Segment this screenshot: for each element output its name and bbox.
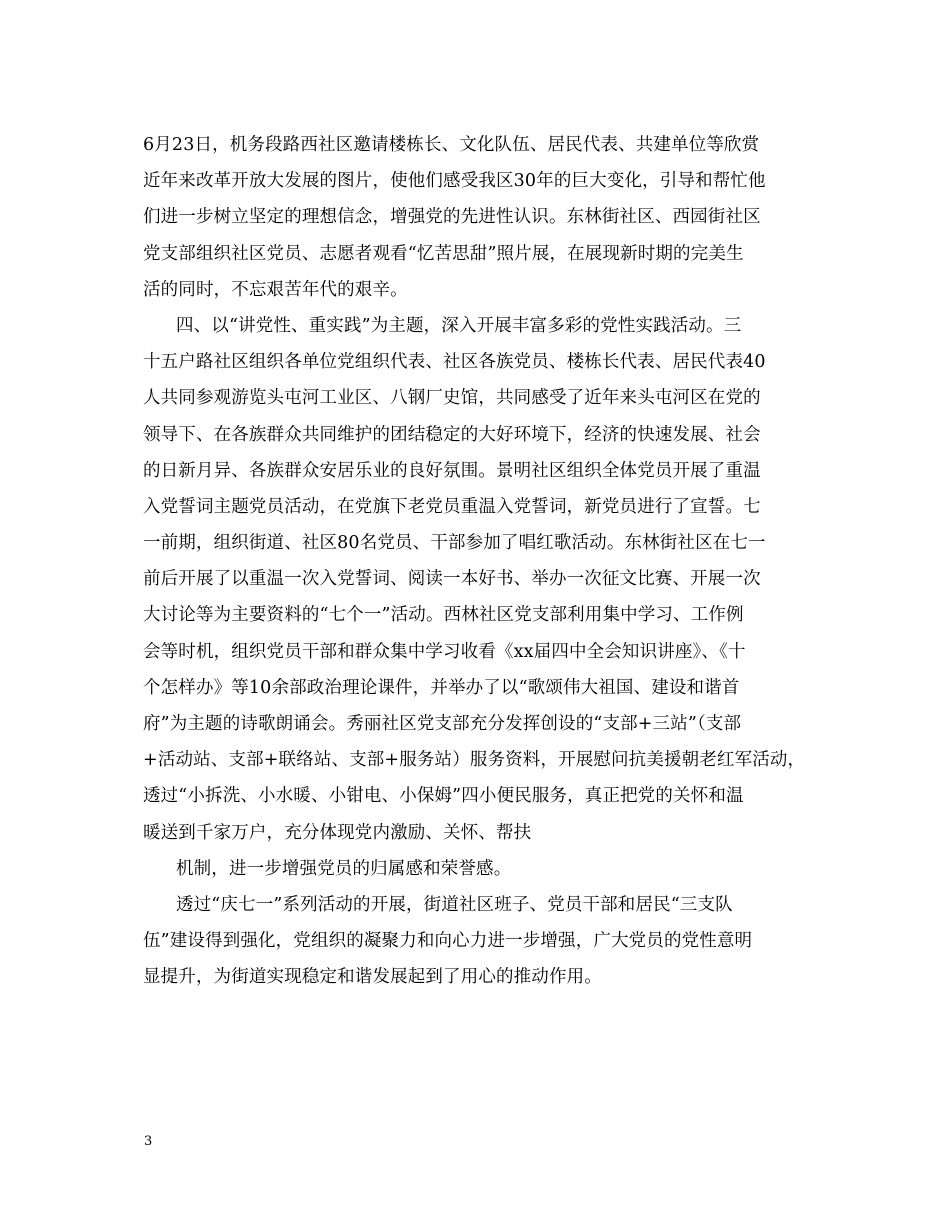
text-line: 活的同时，不忘艰苦年代的艰辛。 xyxy=(143,279,408,300)
text-line: 四、以“讲党性、重实践”为主题，深入开展丰富多彩的党性实践活动。三 xyxy=(176,315,742,336)
text-line: 机制，进一步增强党员的归属感和荣誉感。 xyxy=(176,858,512,879)
text-line: 大讨论等为主要资料的“七个一”活动。西林社区党支部利用集中学习、工作例 xyxy=(143,605,744,626)
text-line: 个怎样办》等10余部政治理论课件，并举办了以“歌颂伟大祖国、建设和谐首 xyxy=(143,677,740,698)
text-line: 的日新月异、各族群众安居乐业的良好氛围。景明社区组织全体党员开展了重温 xyxy=(143,460,761,481)
text-line: 6月23日，机务段路西社区邀请楼栋长、文化队伍、居民代表、共建单位等欣赏 xyxy=(143,135,760,155)
text-line: 透过“小拆洗、小水暖、小钳电、小保姆”四小便民服务，真正把党的关怀和温 xyxy=(143,786,744,807)
text-line: +活动站、支部+联络站、支部+服务站）服务资料，开展慰问抗美援朝老红军活动， xyxy=(143,750,806,771)
text-line: 十五户路社区组织各单位党组织代表、社区各族党员、楼栋长代表、居民代表40 xyxy=(143,352,766,373)
text-line: 伍”建设得到强化，党组织的凝聚力和向心力进一步增强，广大党员的党性意明 xyxy=(143,931,753,952)
text-line: 党支部组织社区党员、志愿者观看“忆苦思甜”照片展，在展现新时期的完美生 xyxy=(143,243,744,264)
text-line: 人共同参观游览头屯河工业区、八钢厂史馆，共同感受了近年来头屯河区在党的 xyxy=(143,388,761,409)
page-number: 3 xyxy=(144,1134,153,1149)
text-line: 府”为主题的诗歌朗诵会。秀丽社区党支部充分发挥创设的“支部+三站”（支部 xyxy=(143,714,742,734)
text-line: 入党誓词主题党员活动，在党旗下老党员重温入党誓词，新党员进行了宣誓。七 xyxy=(143,496,761,517)
text-line: 透过“庆七一”系列活动的开展，街道社区班子、党员干部和居民“三支队 xyxy=(176,894,733,915)
text-line: 显提升，为街道实现稳定和谐发展起到了用心的推动作用。 xyxy=(143,967,602,988)
text-line: 近年来改革开放大发展的图片，使他们感受我区30年的巨大变化，引导和帮忙他 xyxy=(143,171,766,192)
text-line: 暖送到千家万户，充分体现党内激励、关怀、帮扶 xyxy=(143,822,532,843)
text-line: 们进一步树立坚定的理想信念，增强党的先进性认识。东林街社区、西园街社区 xyxy=(143,207,761,228)
body-text xyxy=(143,127,823,996)
text-line: 前后开展了以重温一次入党誓词、阅读一本好书、举办一次征文比赛、开展一次 xyxy=(143,569,761,590)
text-line: 领导下、在各族群众共同维护的团结稳定的大好环境下，经济的快速发展、社会 xyxy=(143,424,761,445)
text-line: 会等时机，组织党员干部和群众集中学习收看《xx届四中全会知识讲座》、《十 xyxy=(143,641,746,662)
text-line: 一前期，组织街道、社区80名党员、干部参加了唱红歌活动。东林街社区在七一 xyxy=(143,533,766,554)
